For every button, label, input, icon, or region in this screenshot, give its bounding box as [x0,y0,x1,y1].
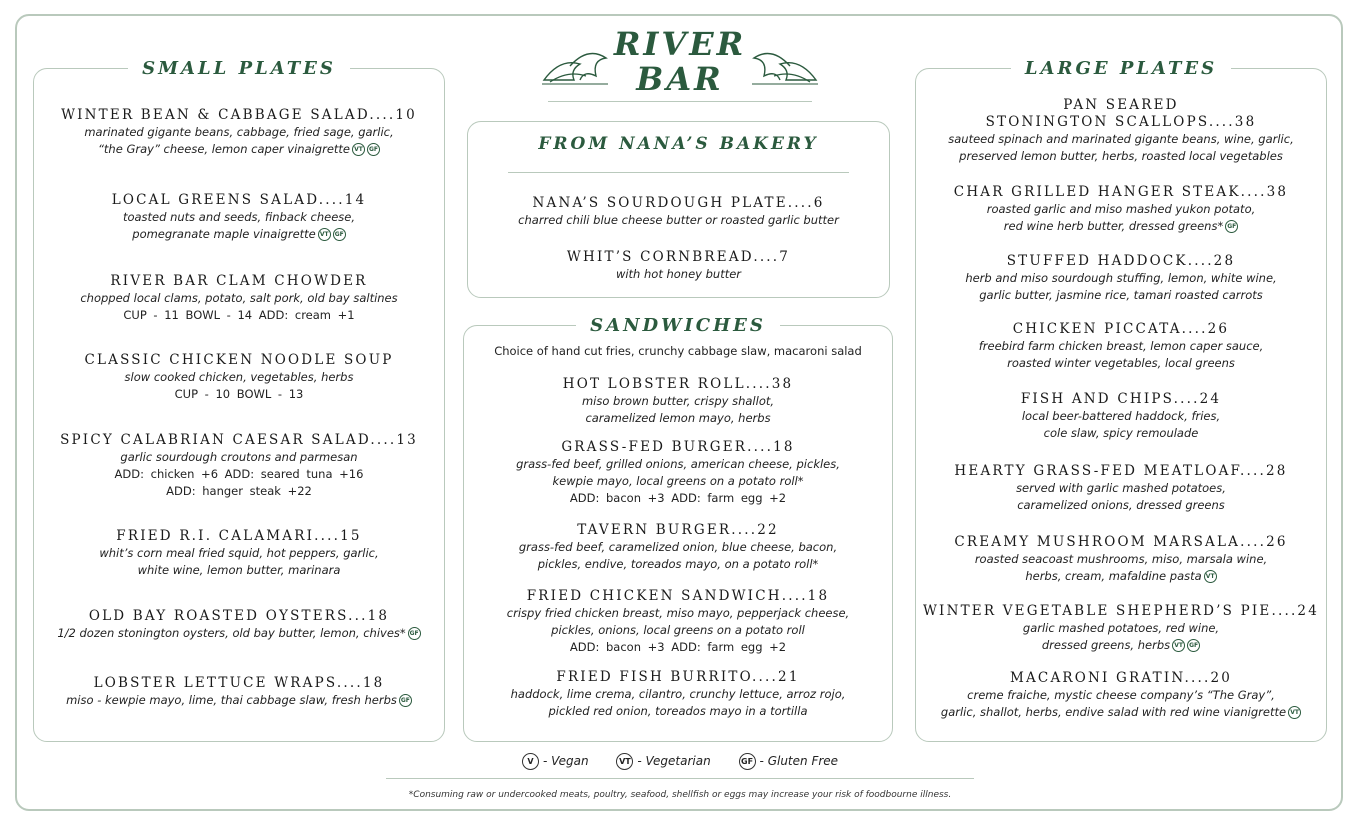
gluten-free-icon: GF [739,753,756,770]
vegetarian-icon: VT [1288,706,1301,719]
item-name: GRASS-FED BURGER....18 [561,439,795,455]
item-description [34,141,444,158]
item-description [916,687,1326,704]
item-description-text: white wine, lemon butter, marinara [137,563,341,577]
gluten-free-icon: GF [408,627,421,640]
gluten-free-icon: GF [399,694,412,707]
item-description-text: served with garlic mashed potatoes, [1016,481,1226,495]
brand-title-line1: RIVER [613,25,747,63]
sandwiches-panel [463,315,893,742]
menu-item [468,195,889,229]
vegetarian-icon: VT [1204,570,1217,583]
item-description [34,226,444,243]
bakery-panel [467,121,890,298]
item-description [34,124,444,141]
item-description-text: charred chili blue cheese butter or roasted garlic butter [518,213,839,227]
item-description-text: grass-fed beef, caramelized onion, blue cheese, bacon, [518,540,838,554]
item-description [916,270,1326,287]
large-plates-panel [915,58,1327,742]
item-name: SPICY CALABRIAN CAESAR SALAD....13 [60,432,418,448]
item-description-text: preserved lemon butter, herbs, roasted local vegetables [959,149,1283,163]
item-description [464,456,892,473]
menu-item [468,249,889,283]
menu-item [916,321,1326,372]
item-description-text: herb and miso sourdough stuffing, lemon, white wine, [965,271,1277,285]
item-name: LOBSTER LETTUCE WRAPS....18 [93,675,385,691]
item-description-text: herbs, cream, mafaldine pasta [1025,569,1202,583]
item-description-text: grass-fed beef, grilled onions, american cheese, pickles, [516,457,840,471]
item-description [916,620,1326,637]
item-description [916,480,1326,497]
item-name: FRIED R.I. CALAMARI....15 [116,528,362,544]
legend-vegetarian-label: - Vegetarian [637,754,711,768]
left-wave-icon [540,40,610,90]
item-name: CHAR GRILLED HANGER STEAK....38 [953,184,1289,200]
item-addons: ADD: bacon +3 ADD: farm egg +2 [569,491,787,505]
item-name: CREAMY MUSHROOM MARSALA....26 [954,534,1288,550]
item-name: CHICKEN PICCATA....26 [1012,321,1230,337]
menu-item [916,97,1326,165]
item-addons: ADD: chicken +6 ADD: seared tuna +16 [114,467,364,481]
item-description [34,209,444,226]
item-description [916,497,1326,514]
item-description [34,449,444,466]
item-addons: ADD: hanger steak +22 [166,484,312,498]
item-description-text: garlic mashed potatoes, red wine, [1022,621,1220,635]
menu-item [916,603,1326,654]
item-description [464,393,892,410]
menu-item [916,463,1326,514]
item-description-text: dressed greens, herbs [1041,638,1171,652]
item-description [464,539,892,556]
item-addons: CUP - 11 BOWL - 14 ADD: cream +1 [123,308,355,322]
item-description-text: crispy fried chicken breast, miso mayo, pepperjack cheese, [506,606,850,620]
menu-item [916,184,1326,235]
sandwiches-title: SANDWICHES [464,317,892,335]
vegetarian-icon: VT [616,753,633,770]
item-description-text: chopped local clams, potato, salt pork, old bay saltines [80,291,398,305]
item-description-text: caramelized onions, dressed greens [1017,498,1225,512]
item-description-text: pickled red onion, toreados mayo in a tortilla [548,704,808,718]
item-description [916,408,1326,425]
menu-item [464,588,892,656]
item-description-text: cole slaw, spicy remoulade [1043,426,1199,440]
item-description [464,686,892,703]
item-description [916,568,1326,585]
menu-item [34,107,444,158]
item-name: OLD BAY ROASTED OYSTERS...18 [88,608,390,624]
item-name: FRIED CHICKEN SANDWICH....18 [526,588,830,604]
item-name: FRIED FISH BURRITO....21 [556,669,800,685]
sandwiches-note: Choice of hand cut fries, crunchy cabbage slaw, macaroni salad [494,344,862,358]
item-description-text: miso brown butter, crispy shallot, [581,394,775,408]
disclaimer: *Consuming raw or undercooked meats, poultry, seafood, shellfish or eggs may increase your risk of foodbourne illness. [408,790,952,800]
item-description [34,545,444,562]
item-name-line2: STONINGTON SCALLOPS....38 [985,114,1257,130]
item-description [916,201,1326,218]
item-name: NANA’S SOURDOUGH PLATE....6 [532,195,825,211]
item-description [916,338,1326,355]
item-description [916,425,1326,442]
menu-item [916,391,1326,442]
item-description [34,625,444,642]
item-name: WINTER BEAN & CABBAGE SALAD....10 [61,107,417,123]
brand-title-line2: BAR [636,60,724,98]
legend-vegan-label: - Vegan [542,754,589,768]
right-wave-icon [750,40,820,90]
item-name: TAVERN BURGER....22 [577,522,779,538]
item-name: CLASSIC CHICKEN NOODLE SOUP [84,352,394,368]
menu-item [34,352,444,403]
item-description-text: pickles, endive, toreados mayo, on a potato roll* [537,557,819,571]
item-description-text: sauteed spinach and marinated gigante beans, wine, garlic, [948,132,1294,146]
item-description [34,290,444,307]
bakery-divider [508,172,849,173]
small-plates-panel [33,58,445,742]
item-description [464,703,892,720]
item-description-text: whit’s corn meal fried squid, hot peppers, garlic, [99,546,379,560]
item-description [916,355,1326,372]
gluten-free-icon: GF [367,143,380,156]
item-description [34,369,444,386]
vegetarian-icon: VT [318,228,331,241]
item-description [464,473,892,490]
item-description [468,266,889,283]
item-description-text: haddock, lime crema, cilantro, crunchy lettuce, arroz rojo, [510,687,846,701]
item-description-text: caramelized lemon mayo, herbs [585,411,771,425]
item-name: FISH AND CHIPS....24 [1020,391,1222,407]
menu-item [464,522,892,573]
item-description [34,692,444,709]
item-name: MACARONI GRATIN....20 [1009,670,1233,686]
large-plates-title: LARGE PLATES [916,60,1326,78]
item-description-text: creme fraiche, mystic cheese company’s “The Gray”, [967,688,1275,702]
item-description [464,605,892,622]
item-description-text: red wine herb butter, dressed greens* [1003,219,1224,233]
item-description [34,562,444,579]
item-description [916,637,1326,654]
gluten-free-icon: GF [1187,639,1200,652]
item-description-text: local beer-battered haddock, fries, [1021,409,1221,423]
gluten-free-icon: GF [333,228,346,241]
brand-logo [540,26,820,108]
item-description-text: pomegranate maple vinaigrette [132,227,316,241]
item-description-text: kewpie mayo, local greens on a potato roll* [552,474,804,488]
item-description [464,410,892,427]
item-description-text: “the Gray” cheese, lemon caper vinaigrette [97,142,351,156]
item-description-text: toasted nuts and seeds, finback cheese, [122,210,356,224]
menu-item [916,670,1326,721]
menu-item [464,669,892,720]
menu-item [34,675,444,709]
item-description-text: roasted winter vegetables, local greens [1007,356,1235,370]
menu-item [34,192,444,243]
item-addons: ADD: bacon +3 ADD: farm egg +2 [569,640,787,654]
menu-item [916,534,1326,585]
item-name: WHIT’S CORNBREAD....7 [566,249,791,265]
item-name: RIVER BAR CLAM CHOWDER [110,273,368,289]
menu-item [34,432,444,500]
menu-item [34,528,444,579]
item-name: STUFFED HADDOCK....28 [1006,253,1236,269]
item-description-text: roasted seacoast mushrooms, miso, marsala wine, [974,552,1268,566]
item-description-text: with hot honey butter [615,267,742,281]
vegetarian-icon: VT [1172,639,1185,652]
item-description-text: miso - kewpie mayo, lime, thai cabbage slaw, fresh herbs [66,693,397,707]
item-name: WINTER VEGETABLE SHEPHERD’S PIE....24 [922,603,1320,619]
item-description [464,556,892,573]
item-description-text: garlic, shallot, herbs, endive salad with red wine vianigrette [940,705,1287,719]
item-description-text: slow cooked chicken, vegetables, herbs [124,370,354,384]
legend-gluten-free-label: - Gluten Free [759,754,839,768]
footer-divider [386,778,974,779]
item-description [464,622,892,639]
item-description-text: garlic sourdough croutons and parmesan [120,450,358,464]
vegan-icon: V [522,753,539,770]
item-description-text: garlic butter, jasmine rice, tamari roasted carrots [979,288,1263,302]
legend-vegan [522,754,589,768]
item-description [916,287,1326,304]
item-description-text: freebird farm chicken breast, lemon caper sauce, [978,339,1264,353]
item-description-text: marinated gigante beans, cabbage, fried sage, garlic, [84,125,394,139]
item-description [916,704,1326,721]
legend-vegetarian [616,754,710,768]
item-name: PAN SEARED [1063,97,1179,113]
small-plates-title: SMALL PLATES [34,60,444,78]
menu-item [34,608,444,642]
menu-item [34,273,444,324]
item-name: HEARTY GRASS-FED MEATLOAF....28 [954,463,1288,479]
item-description-text: roasted garlic and miso mashed yukon potato, [986,202,1256,216]
legend-gluten-free [739,754,839,768]
menu-item [464,439,892,507]
item-name: HOT LOBSTER ROLL....38 [562,376,794,392]
vegetarian-icon: VT [352,143,365,156]
item-addons: CUP - 10 BOWL - 13 [174,387,304,401]
item-description-text: pickles, onions, local greens on a potato roll [551,623,805,637]
menu-item [464,376,892,427]
item-description [916,148,1326,165]
dietary-legend [0,753,1360,770]
brand-divider [548,101,812,102]
item-description [916,131,1326,148]
menu-item [916,253,1326,304]
item-description-text: 1/2 dozen stonington oysters, old bay butter, lemon, chives* [57,626,406,640]
bakery-title: FROM NANA’S BAKERY [468,136,889,153]
item-description [916,551,1326,568]
item-description [468,212,889,229]
gluten-free-icon: GF [1225,220,1238,233]
item-description [916,218,1326,235]
item-name: LOCAL GREENS SALAD....14 [111,192,367,208]
